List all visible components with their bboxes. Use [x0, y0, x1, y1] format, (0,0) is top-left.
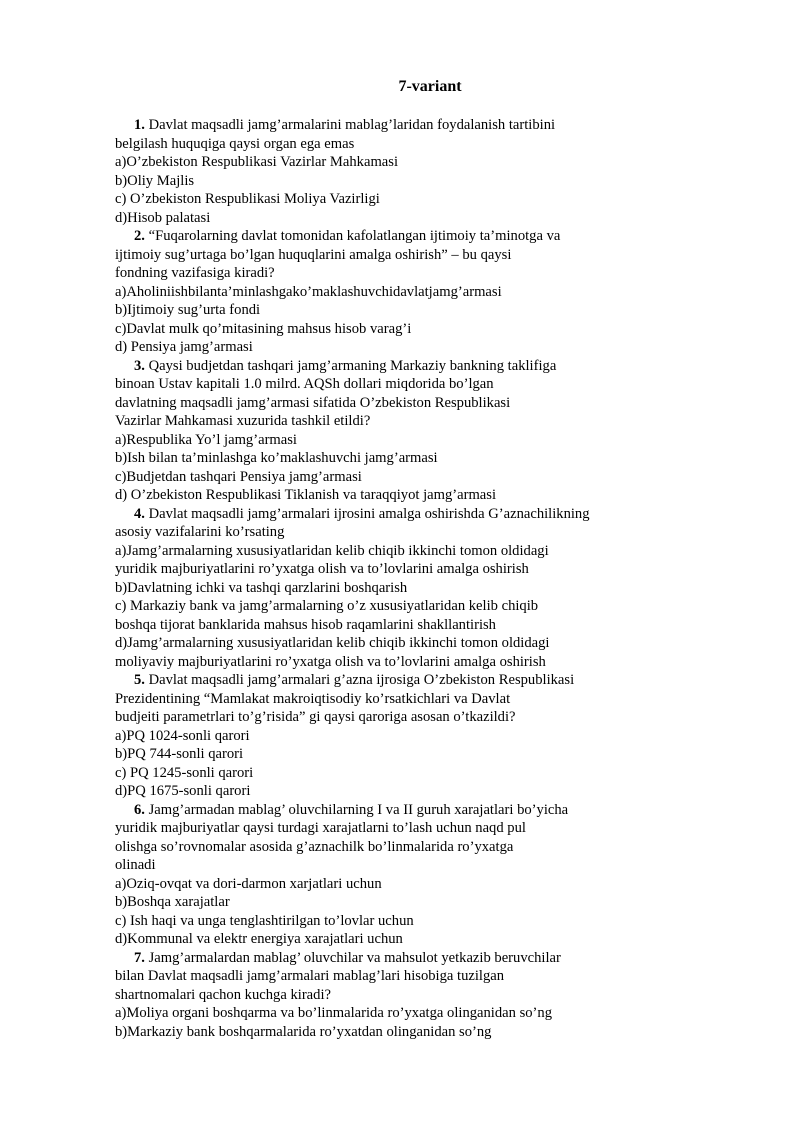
question-text: Davlat maqsadli jamg’armalarini mablag’laridan foydalanish tartibini: [148, 117, 556, 133]
question-text: asosiy vazifalarini ko’rsating: [115, 524, 285, 540]
question-block: [115, 801, 675, 949]
answer-option: a)Oziq-ovqat va dori-darmon xarjatlari uchun: [115, 875, 382, 892]
question-text-line: [115, 690, 675, 709]
question-text: Vazirlar Mahkamasi xuzurida tashkil etildi?: [115, 413, 371, 429]
answer-option: boshqa tijorat banklarida mahsus hisob raqamlarini shakllantirish: [115, 616, 496, 633]
question-text-line: [115, 819, 675, 838]
question-text: Qaysi budjetdan tashqari jamg’armaning Markaziy bankning taklifiga: [148, 357, 557, 374]
question-first-line: [115, 116, 675, 135]
question-block: [115, 671, 675, 801]
answer-option: a)Jamg’armalarning xususiyatlaridan kelib chiqib ikkinchi tomon oldidagi: [115, 542, 549, 559]
question-first-line: [115, 949, 675, 968]
question-text: Prezidentining “Mamlakat makroiqtisodiy ko’rsatkichlari va Davlat: [115, 690, 511, 707]
question-number: 2.: [134, 228, 145, 244]
answer-option: c) Ish haqi va unga tenglashtirilgan to’lovlar uchun: [115, 912, 414, 929]
question-text-line: [115, 986, 675, 1005]
document-title: 7-variant: [398, 78, 462, 95]
question-number: 7.: [134, 949, 145, 966]
question-text: Jamg’armadan mablag’ oluvchilarning I va II guruh xarajatlari bo’yicha: [148, 801, 569, 818]
answer-option: a)PQ 1024-sonli qarori: [115, 727, 250, 744]
question-block: [115, 949, 675, 1042]
question-text: davlatning maqsadli jamg’armasi sifatida O’zbekiston Respublikasi: [115, 394, 511, 411]
answer-option: d)Kommunal va elektr energiya xarajatlari uchun: [115, 931, 403, 947]
question-text-line: [115, 856, 675, 875]
answer-option: yuridik majburiyatlarini ro’yxatga olish va to’lovlarini amalga oshirish: [115, 561, 529, 577]
question-text: “Fuqarolarning davlat tomonidan kafolatlangan ijtimoiy ta’minotga va: [148, 228, 561, 244]
question-number: 4.: [134, 505, 145, 522]
question-text: fondning vazifasiga kiradi?: [115, 265, 275, 281]
question-first-line: [115, 801, 675, 820]
answer-option: c) Markaziy bank va jamg’armalarning o’z xususiyatlaridan kelib chiqib: [115, 598, 539, 614]
question-number: 6.: [134, 801, 145, 818]
question-text: belgilash huquqiga qaysi organ ega emas: [115, 135, 355, 152]
question-first-line: [115, 227, 675, 246]
answer-option: a)Moliya organi boshqarma va bo’linmalarida ro’yxatga olinganidan so’ng: [115, 1005, 553, 1021]
question-text: Jamg’armalardan mablag’ oluvchilar va mahsulot yetkazib beruvchilar: [148, 949, 561, 966]
question-text-line: [115, 246, 675, 265]
question-text: shartnomalari qachon kuchga kiradi?: [115, 986, 331, 1003]
question-text-line: [115, 375, 675, 394]
answer-option: a)Aholiniishbilanta’minlashgako’maklashuvchidavlatjamg’armasi: [115, 283, 502, 300]
question-number: 5.: [134, 672, 145, 688]
question-text-line: [115, 838, 675, 857]
answer-option: b)PQ 744-sonli qarori: [115, 746, 244, 762]
answer-option: b)Davlatning ichki va tashqi qarzlarini boshqarish: [115, 579, 408, 596]
question-text: olishga so’rovnomalar asosida g’aznachilk bo’linmalarida ro’yxatga: [115, 838, 514, 855]
answer-option: b)Ish bilan ta’minlashga ko’maklashuvchi jamg’armasi: [115, 450, 438, 466]
answer-option: c) PQ 1245-sonli qarori: [115, 764, 254, 781]
answer-option: c)Budjetdan tashqari Pensiya jamg’armasi: [115, 468, 362, 485]
question-text: Davlat maqsadli jamg’armalari g’azna ijrosiga O’zbekiston Respublikasi: [148, 672, 575, 688]
question-block: [115, 357, 675, 505]
answer-option: c)Davlat mulk qo’mitasining mahsus hisob varag’i: [115, 320, 412, 337]
question-text-line: [115, 135, 675, 154]
question-list: [115, 116, 675, 1041]
question-text: binoan Ustav kapitali 1.0 milrd. AQSh dollari miqdorida bo’lgan: [115, 376, 494, 392]
question-first-line: [115, 505, 675, 524]
answer-option: b)Oliy Majlis: [115, 172, 195, 189]
answer-option: a)Respublika Yo’l jamg’armasi: [115, 431, 297, 448]
answer-option: d) Pensiya jamg’armasi: [115, 339, 253, 355]
question-block: [115, 116, 675, 227]
answer-option: b)Ijtimoiy sug’urta fondi: [115, 302, 261, 318]
question-text: olinadi: [115, 857, 156, 873]
answer-option: d) O’zbekiston Respublikasi Tiklanish va taraqqiyot jamg’armasi: [115, 487, 497, 503]
question-text-line: [115, 264, 675, 283]
question-text: budjeiti parametrlari to’g’risida” gi qaysi qaroriga asosan o’tkazildi?: [115, 709, 516, 725]
question-text-line: [115, 412, 675, 431]
answer-option: d)Jamg’armalarning xususiyatlaridan kelib chiqib ikkinchi tomon oldidagi: [115, 635, 550, 651]
question-text-line: [115, 394, 675, 413]
question-text-line: [115, 967, 675, 986]
question-text: Davlat maqsadli jamg’armalari ijrosini amalga oshirishda G’aznachilikning: [148, 505, 590, 522]
question-number: 3.: [134, 357, 145, 374]
answer-option: c) O’zbekiston Respublikasi Moliya Vazirligi: [115, 191, 380, 207]
question-first-line: [115, 357, 675, 376]
question-text-line: [115, 708, 675, 727]
question-block: [115, 505, 675, 672]
answer-option: moliyaviy majburiyatlarini ro’yxatga olish va to’lovlarini amalga oshirish: [115, 653, 546, 670]
question-text-line: [115, 523, 675, 542]
question-block: [115, 227, 675, 357]
question-first-line: [115, 671, 675, 690]
answer-option: d)PQ 1675-sonli qarori: [115, 783, 251, 799]
answer-option: b)Markaziy bank boshqarmalarida ro’yxatdan olinganidan so’ng: [115, 1023, 492, 1040]
answer-option: d)Hisob palatasi: [115, 209, 211, 226]
question-text: bilan Davlat maqsadli jamg’armalari mablag’lari hisobiga tuzilgan: [115, 968, 505, 984]
answer-option: a)O’zbekiston Respublikasi Vazirlar Mahkamasi: [115, 154, 399, 170]
question-text: yuridik majburiyatlar qaysi turdagi xarajatlarni to’lash uchun naqd pul: [115, 820, 526, 836]
answer-option: b)Boshqa xarajatlar: [115, 894, 230, 910]
question-number: 1.: [134, 117, 145, 133]
question-text: ijtimoiy sug’urtaga bo’lgan huquqlarini amalga oshirish” – bu qaysi: [115, 246, 512, 263]
